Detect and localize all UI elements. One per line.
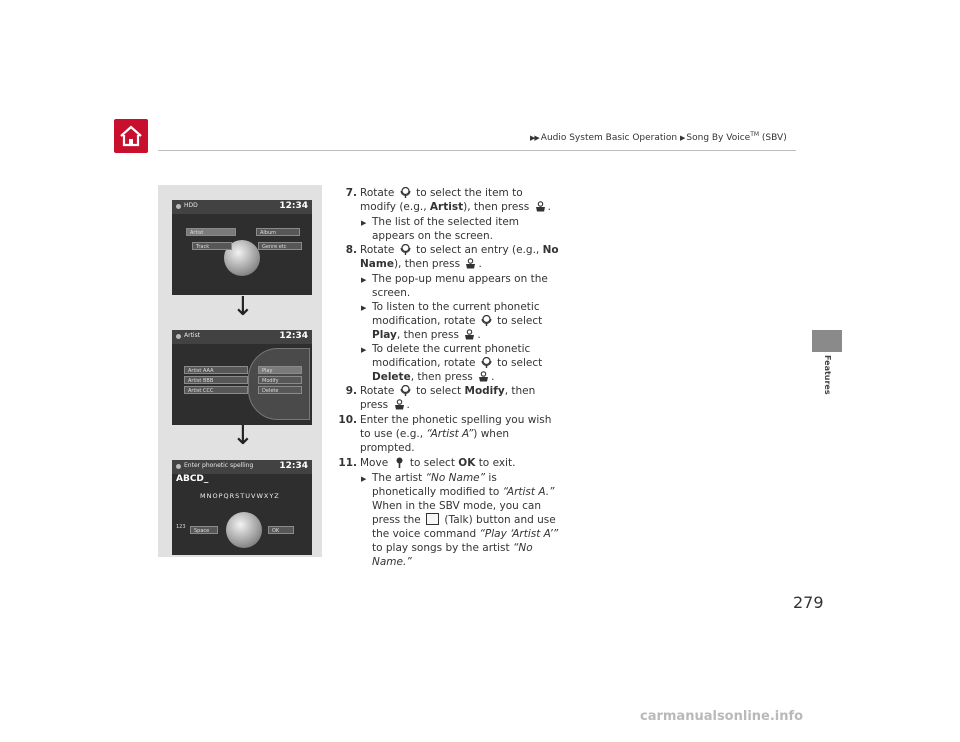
menu-chip: Artist xyxy=(186,228,236,236)
menu-chip: Track xyxy=(192,242,232,250)
step-9 xyxy=(330,384,560,412)
breadcrumb-suffix: (SBV) xyxy=(761,133,787,143)
step-7-result xyxy=(330,215,560,243)
step-text: ) when prompted. xyxy=(360,428,510,454)
space-key: Space xyxy=(190,526,218,534)
step-text: (Talk) button and use the voice command xyxy=(372,514,556,540)
clock: 12:34 xyxy=(279,461,308,471)
step-text: . xyxy=(477,329,481,341)
step-keyword: Delete xyxy=(372,371,411,383)
step-8-delete xyxy=(330,342,560,384)
screen-phonetic xyxy=(172,460,312,555)
trademark: TM xyxy=(750,131,760,138)
arrow-icon: ▶ xyxy=(361,304,367,312)
step-8 xyxy=(330,243,560,271)
step-text: Rotate xyxy=(360,385,395,397)
screen-title: Artist xyxy=(184,332,201,339)
step-number: 11. xyxy=(338,457,357,469)
step-keyword: OK xyxy=(458,457,476,469)
clock: 12:34 xyxy=(279,331,308,341)
breadcrumb xyxy=(530,131,787,143)
step-text: ), then press xyxy=(393,258,461,270)
list-item: Artist BBB xyxy=(184,376,248,384)
step-text: , then press xyxy=(360,385,536,411)
source-icon xyxy=(176,204,181,209)
clock: 12:34 xyxy=(279,201,308,211)
step-8-result xyxy=(330,272,560,300)
step-keyword: No Name xyxy=(360,244,559,270)
interface-dial-icon xyxy=(481,357,492,368)
popup-menu xyxy=(248,348,310,420)
step-keyword: Play xyxy=(372,329,397,341)
press-dial-icon xyxy=(394,399,405,410)
popup-menu-item: Play xyxy=(258,366,302,374)
step-number: 8. xyxy=(345,244,357,256)
menu-chip: Album xyxy=(256,228,300,236)
instruction-steps xyxy=(330,186,560,569)
step-example: “No Name” xyxy=(425,472,486,484)
step-text: Rotate xyxy=(360,244,395,256)
interface-dial-icon xyxy=(481,315,492,326)
step-text: to select xyxy=(497,315,543,327)
press-dial-icon xyxy=(535,201,546,212)
mode-label: 123 xyxy=(176,524,186,530)
list-item: Artist AAA xyxy=(184,366,248,374)
interface-dial-icon xyxy=(400,187,411,198)
section-tab[interactable] xyxy=(812,330,842,352)
step-text: . xyxy=(547,201,551,213)
home-button[interactable] xyxy=(114,119,148,153)
popup-menu-item: Modify xyxy=(258,376,302,384)
step-example: “No Name.” xyxy=(372,542,533,568)
screen-title: HDD xyxy=(184,202,198,209)
step-text: to select xyxy=(497,357,543,369)
down-arrow-icon: ↓ xyxy=(232,421,254,451)
step-8-listen xyxy=(330,300,560,342)
section-tab-label xyxy=(820,355,834,415)
entry-text: ABCD_ xyxy=(176,474,209,484)
breadcrumb-arrow-icon: ▶▶ xyxy=(530,134,539,142)
step-text: Rotate xyxy=(360,187,395,199)
knob-icon xyxy=(226,512,262,548)
step-text: . xyxy=(406,399,410,411)
step-text: to select xyxy=(409,457,455,469)
arrow-icon: ▶ xyxy=(361,219,367,227)
popup-menu-item: Delete xyxy=(258,386,302,394)
step-11 xyxy=(330,456,560,470)
section-tab-text: Features xyxy=(823,355,832,395)
step-text: , then press xyxy=(410,371,473,383)
step-text: to exit. xyxy=(478,457,516,469)
step-10 xyxy=(330,413,560,455)
step-7 xyxy=(330,186,560,214)
press-dial-icon xyxy=(464,329,475,340)
step-text: to select an entry (e.g., xyxy=(416,244,540,256)
step-11-result xyxy=(330,471,560,569)
step-text: The pop-up menu appears on the screen. xyxy=(372,273,548,299)
step-text: The list of the selected item appears on the screen. xyxy=(372,216,520,242)
header-divider xyxy=(158,150,796,151)
step-text: (e.g., xyxy=(399,201,427,213)
talk-button-icon xyxy=(426,513,439,525)
step-example: “Play ‘Artist A’” xyxy=(479,528,559,540)
step-example: “Artist A” xyxy=(426,428,474,440)
joystick-icon xyxy=(394,457,405,468)
home-icon xyxy=(114,119,148,153)
arrow-icon: ▶ xyxy=(361,346,367,354)
interface-dial-icon xyxy=(400,385,411,396)
interface-dial-icon xyxy=(400,244,411,255)
step-text: Enter the phonetic spelling you wish to use (e.g., xyxy=(360,414,552,440)
step-text: to play songs by the artist xyxy=(372,542,510,554)
down-arrow-icon: ↓ xyxy=(232,292,254,322)
arrow-icon: ▶ xyxy=(361,475,367,483)
menu-chip: Genre etc xyxy=(258,242,302,250)
arrow-icon: ▶ xyxy=(361,276,367,284)
step-text: Move xyxy=(360,457,389,469)
step-text: , then press xyxy=(396,329,459,341)
screen-title: Enter phonetic spelling xyxy=(184,462,254,469)
breadcrumb-arrow-icon: ▶ xyxy=(680,134,685,142)
step-text: . xyxy=(491,371,495,383)
watermark[interactable]: carmanualsonline.info xyxy=(640,709,804,724)
list-item: Artist CCC xyxy=(184,386,248,394)
step-number: 7. xyxy=(345,187,357,199)
step-text: To listen to the current phonetic modification, rotate xyxy=(372,301,540,327)
step-number: 9. xyxy=(345,385,357,397)
step-keyword: Modify xyxy=(464,385,505,397)
breadcrumb-current: Song By Voice xyxy=(686,133,751,143)
step-text: is phonetically modified to xyxy=(372,472,500,498)
source-icon xyxy=(176,334,181,339)
step-text: to select the item to modify xyxy=(360,187,523,213)
step-text: to select xyxy=(416,385,462,397)
step-keyword: Artist xyxy=(429,201,464,213)
screen-hdd xyxy=(172,200,312,295)
step-text: When in the SBV mode, you can press the xyxy=(372,500,541,526)
page-number: 279 xyxy=(793,593,824,612)
breadcrumb-link-audio[interactable]: Audio System Basic Operation xyxy=(540,133,678,143)
source-icon xyxy=(176,464,181,469)
step-text: The artist xyxy=(372,472,423,484)
press-dial-icon xyxy=(465,258,476,269)
step-example: “Artist A.” xyxy=(502,486,555,498)
screen-artist xyxy=(172,330,312,425)
ok-key: OK xyxy=(268,526,294,534)
step-text: . xyxy=(478,258,482,270)
step-text: To delete the current phonetic modification, rotate xyxy=(372,343,531,369)
step-text: ), then press xyxy=(463,201,530,213)
step-number: 10. xyxy=(338,414,357,426)
press-dial-icon xyxy=(478,371,489,382)
letter-wheel: MNOPQRSTUVWXYZ xyxy=(200,492,280,500)
